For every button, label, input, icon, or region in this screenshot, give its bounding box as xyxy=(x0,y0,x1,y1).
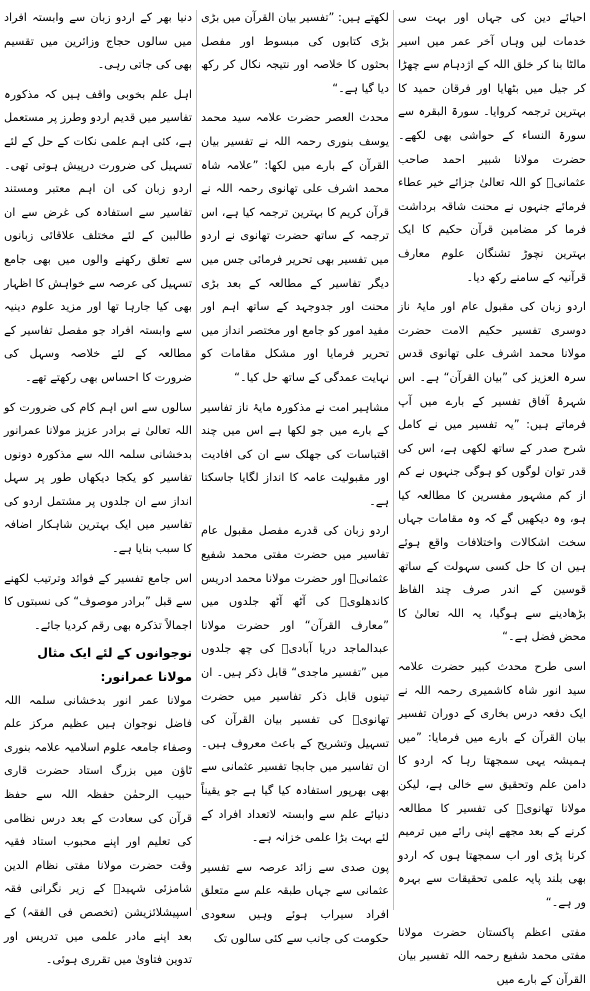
paragraph: لکھتے ہیں: ”تفسیر بیان القرآن میں بڑی بڑی کتابوں کی مبسوط اور مفصل بحثوں کا خلاصہ اور نتیجہ نکال کر رکھ دیا گیا ہے۔“ xyxy=(201,11,389,95)
column-divider xyxy=(393,10,394,910)
section-heading: نوجوانوں کے لئے ایک مثال مولانا عمرانور: xyxy=(37,645,192,685)
paragraph: مشاہیر امت نے مذکورہ مایۂ ناز تفاسیر کے بارے میں جو لکھا ہے اس میں چند اقتباسات کی جھلک سے ان کی افادیت اور مقبولیت عامہ کا انداز لگایا جاسکتا ہے۔ xyxy=(201,400,389,508)
paragraph: اردو زبان کی مقبول عام اور مایۂ ناز دوسری تفسیر حکیم الامت حضرت مولانا محمد اشرف علی تھانوی قدس سرہ العزیز کی ”بیان القرآن“ ہے۔ اس شہرۂ آفاق تفسیر کے بارے میں آپ فرماتے ہیں: ”یہ تفسیر میں نے کامل شرح صدر کے ساتھ لکھی ہے، اس کی قدر توان لوگوں کو ہوگی جنہوں نے کم از کم مشہور مفسرین کا مطالعہ کیا ہو، وہ دیکھیں گے کہ وہ مقامات جہاں سخت اشکالات واختلافات واقع ہوئے ہیں ان کا حل کسی سہولت کے ساتھ قوسین کے اندر صرف چند الفاظ بڑھادینے سے ہوگیا، یہ اللہ تعالیٰ کا محض فضل ہے۔“ xyxy=(398,300,586,644)
column-middle xyxy=(201,6,389,945)
column-right xyxy=(398,6,586,986)
column-left xyxy=(4,6,192,967)
paragraph: مولانا عمر انور بدخشانی سلمہ اللہ فاضل نوجوان ہیں عظیم مرکز علم وصفاء جامعہ علوم اسلامیہ علامہ بنوری ٹاؤن میں بزرگ استاد حضرت قاری حبیب الرحمٰن حفظہ اللہ سے حفظ قرآن کی سعادت کے بعد درس نظامی کی تعلیم اور اپنے محبوب استاد فقیہ وقت حضرت مولانا مفتی نظام الدین شامزئی شہیدؒ کے زیر نگرانی فقہ اسپیشلائزیشن (تخصص فی الفقہ) کے بعد اپنے مادر علمی میں تدریس اور تدوین فتاویٰ میں تقرری ہوئی۔ xyxy=(4,693,192,967)
paragraph: اہل علم بخوبی واقف ہیں کہ مذکورہ تفاسیر میں قدیم اردو وطرز پر مستعمل ہے، کئی اہم علمی نکات کے حل کے لئے تسہیل کی ضرورت درپیش ہوتی تھی۔ اردو زبان کی ان اہم معتبر ومستند تفاسیر سے استفادہ کی غرض سے ان طالبین کے لئے مختلف علاقائی زبانوں سے تعلق رکھنے والوں میں بھی جامع تسہیل کی عرصہ سے خواہش کا اظہار بھی کیا جارہا تھا اور مزید علوم دینیہ سے وابستہ افراد جو مفصل تفاسیر کے مطالعہ کے لئے خلاصہ وسہل کی ضرورت کا احساس بھی رکھتے تھے۔ xyxy=(4,87,192,384)
paragraph: اسی طرح محدث کبیر حضرت علامہ سید انور شاہ کاشمیری رحمہ اللہ نے ایک دفعہ درس بخاری کے دوران تفسیر بیان القرآن کے بارے میں فرمایا: ”میں ہمیشہ یہی سمجھتا رہا کہ اردو کا دامن علم وتحقیق سے خالی ہے، لیکن مولانا تھانویؒ کی تفسیر کا مطالعہ کرنے کے بعد مجھے اپنی رائے میں ترمیم کرنا پڑی اور اب سمجھتا ہوں کہ اردو بھی بلند پایہ علمی تحقیقات سے بہرہ ور ہے۔“ xyxy=(398,660,586,909)
paragraph: سالوں سے اس اہم کام کی ضرورت کو اللہ تعالیٰ نے برادر عزیز مولانا عمرانور بدخشانی سلمہ اللہ سے مذکورہ دونوں تفاسیر کو یکجا دیکھاں طور پر سہل انداز سے ان جلدوں پر مشتمل اردو کی تفاسیر میں ایک بہترین شاہکار اضافہ کا سبب بنایا ہے۔ xyxy=(4,400,192,556)
paragraph: اس جامع تفسیر کے فوائد وترتیب لکھنے سے قبل ”برادر موصوف“ کی نسبتوں کا اجمالاً تذکرہ بھی رقم کردیا جائے۔ xyxy=(4,571,192,632)
paragraph: احیائے دین کی جہاں اور بہت سی خدمات لیں وہاں آخر عمر میں اسیر مالٹا بنا کر خلق اللہ کے اژدہام سے چھڑا کر جیل میں بٹھایا اور فرقان حمید کا بہترین ترجمہ کروایا۔ سورۃ البقرہ سے سورۃ النساء کے حواشی بھی لکھے۔ حضرت مولانا شبیر احمد صاحب عثمانیؒ کو اللہ تعالیٰ جزائے خیر عطاء فرمائے جنہوں نے محنت شاقہ برداشت فرما کر مضامین قرآن حکیم کا ایک بہترین نچوڑ تشنگان علوم معارف قرآنیہ کے سامنے رکھ دیا۔ xyxy=(398,11,586,284)
paragraph: دنیا بھر کے اردو زبان سے وابستہ افراد میں سالوں حجاج وزائرین میں تقسیم بھی کی جاتی رہی۔ xyxy=(4,11,192,72)
paragraph: اردو زبان کی قدرے مفصل مقبول عام تفاسیر میں حضرت مفتی محمد شفیع عثمانیؒ اور حضرت مولانا محمد ادریس کاندھلویؒ کی آٹھ آٹھ جلدوں میں ”معارف القرآن“ اور حضرت مولانا عبدالماجد دریا آبادیؒ کی چھ جلدوں میں ”تفسیر ماجدی“ قابل ذکر ہیں۔ ان تینوں قابل ذکر تفاسیر میں حضرت تھانویؒ کی تفسیر بیان القرآن کی تسہیل وتشریح کے باعث معروف ہیں۔ ان تفاسیر میں جابجا تفسیر عثمانی سے بھی بھرپور استفادہ کیا گیا ہے جو یقیناً دنیائے علم سے وابستہ لاتعداد افراد کے لئے بہت بڑا علمی خزانہ ہے۔ xyxy=(201,524,389,845)
paragraph: پون صدی سے زائد عرصہ سے تفسیر عثمانی سے جہاں طبقہ علم سے متعلق افراد سیراب ہوئے وہیں سعودی حکومت کی جانب سے کئی سالوں تک xyxy=(201,860,389,945)
paragraph: محدث العصر حضرت علامہ سید محمد یوسف بنوری رحمہ اللہ نے تفسیر بیان القرآن کے بارے میں لکھا: ”علامہ شاہ محمد اشرف علی تھانوی رحمہ اللہ نے قرآن کریم کا بہترین ترجمہ کیا ہے، اس ترجمہ کے ساتھ حضرت تھانوی نے اردو میں تفسیر بھی تحریر فرمائی جس میں دیگر تفاسیر کے مطالعہ کے بعد بڑی محنت اور جدوجہد کے ساتھ اہم اور مفید امور کو جامع اور مختصر انداز میں تحریر فرمایا اور مشکل مقامات کو نہایت عمدگی کے ساتھ حل کیا۔“ xyxy=(201,111,389,384)
column-divider xyxy=(196,10,197,910)
paragraph: مفتی اعظم پاکستان حضرت مولانا مفتی محمد شفیع رحمہ اللہ تفسیر بیان القرآن کے بارے میں xyxy=(398,925,586,986)
